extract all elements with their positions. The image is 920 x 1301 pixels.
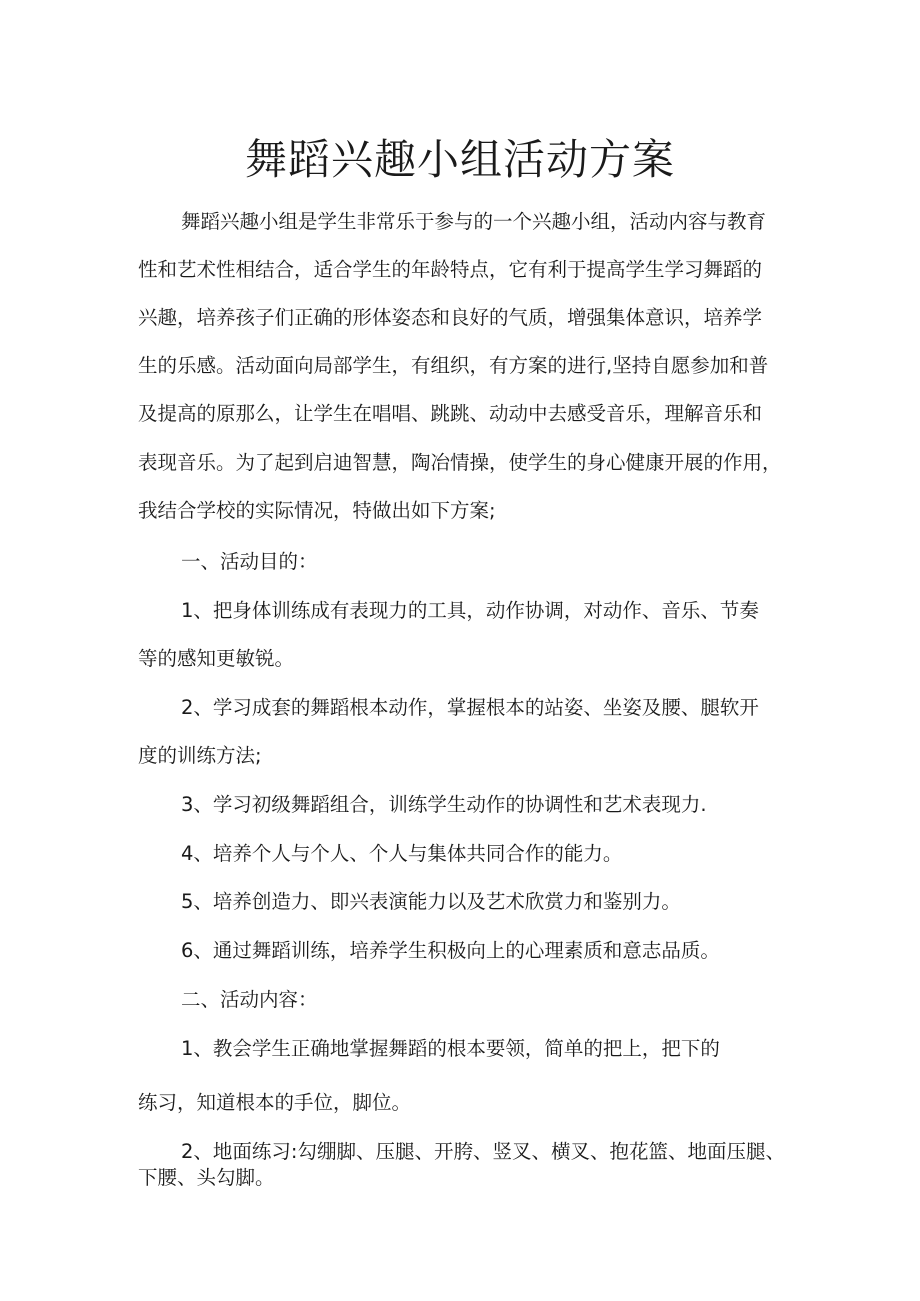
list-item: 4、培养个人与个人、个人与集体共同合作的能力。 [181,842,623,865]
paragraph-line: 及提高的原那么，让学生在唱唱、跳跳、动动中去感受音乐，理解音乐和 [138,402,763,425]
list-item: 6、通过舞蹈训练，培养学生积极向上的心理素质和意志品质。 [181,939,720,962]
list-item: 2、地面练习:勾绷脚、压腿、开胯、竖叉、横叉、抱花篮、地面压腿、 [181,1140,785,1163]
list-item: 5、培养创造力、即兴表演能力以及艺术欣赏力和鉴别力。 [181,890,681,913]
list-item-continuation: 练习，知道根本的手位，脚位。 [138,1091,412,1114]
list-item-continuation: 度的训练方法; [138,744,262,767]
paragraph-line: 生的乐感。活动面向局部学生，有组织，有方案的进行,坚持自愿参加和普 [138,354,769,377]
document-title: 舞蹈兴趣小组活动方案 [244,135,675,184]
list-item: 1、教会学生正确地掌握舞蹈的根本要领，简单的把上，把下的 [181,1037,720,1060]
paragraph-line: 性和艺术性相结合，适合学生的年龄特点，它有利于提高学生学习舞蹈的 [138,258,763,281]
list-item-continuation: 等的感知更敏锐。 [138,647,295,670]
list-item: 1、把身体训练成有表现力的工具，动作协调，对动作、音乐、节奏 [181,599,759,622]
section-heading: 一、活动目的： [181,550,318,573]
list-item: 3、学习初级舞蹈组合，训练学生动作的协调性和艺术表现力. [181,793,707,816]
paragraph-line: 我结合学校的实际情况，特做出如下方案; [138,499,496,522]
section-heading: 二、活动内容： [181,988,318,1011]
list-item-continuation: 下腰、头勾脚。 [138,1166,275,1189]
list-item: 2、学习成套的舞蹈根本动作，掌握根本的站姿、坐姿及腰、腿软开 [181,696,759,719]
paragraph-line: 表现音乐。为了起到启迪智慧，陶冶情操，使学生的身心健康开展的作用， [138,451,782,474]
paragraph-line: 舞蹈兴趣小组是学生非常乐于参与的一个兴趣小组，活动内容与教育 [181,210,767,233]
paragraph-line: 兴趣，培养孩子们正确的形体姿态和良好的气质，增强集体意识，培养学 [138,306,763,329]
